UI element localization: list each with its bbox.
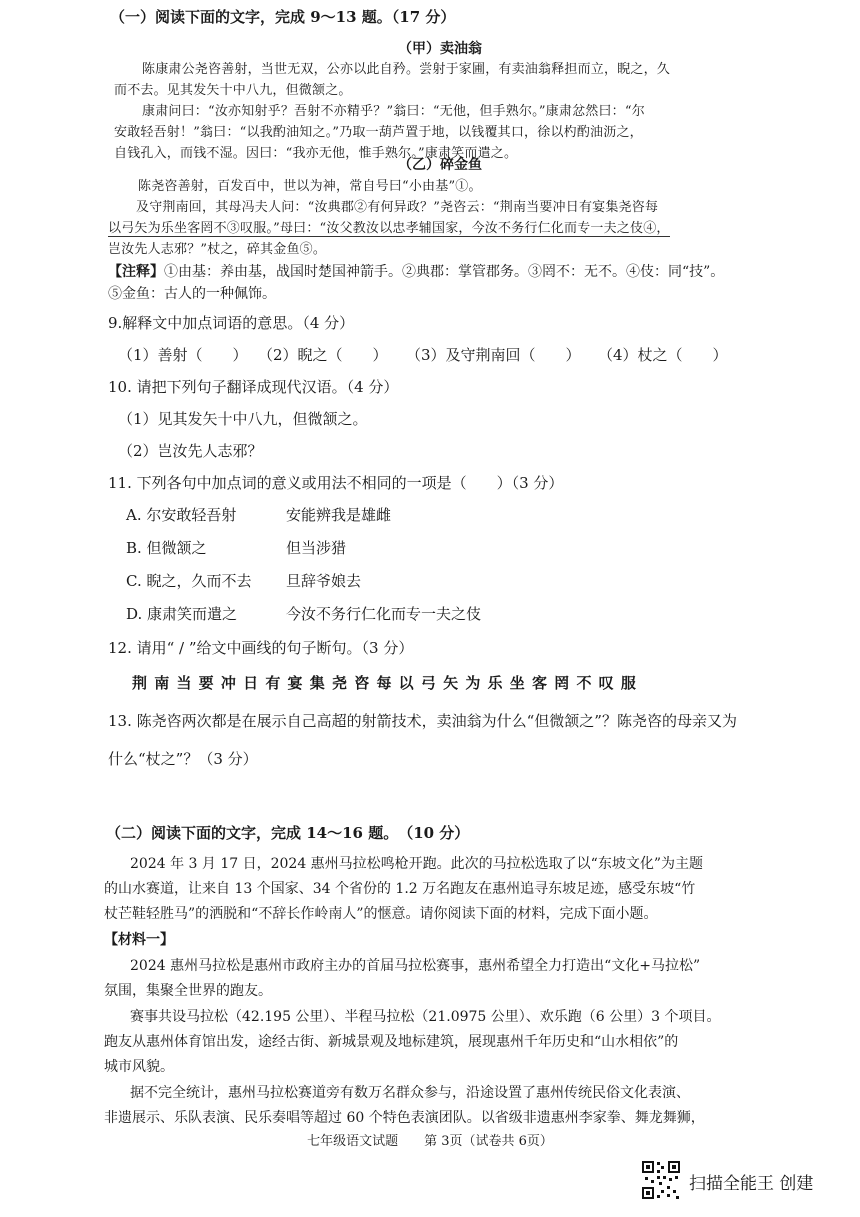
material-line: 城市风貌。 bbox=[104, 1059, 174, 1075]
q10-item: （1）见其发矢十中八九，但微颔之。 bbox=[118, 410, 368, 428]
yi-line: 陈尧咨善射，百发百中，世以为神，常自号曰“小由基”①。 bbox=[138, 179, 482, 194]
q9-item: （2）睨之（ ） bbox=[258, 346, 388, 364]
material-line: 据不完全统计，惠州马拉松赛道旁有数万名群众参与，沿途设置了惠州传统民俗文化表演、 bbox=[130, 1085, 690, 1101]
page-footer: 七年级语文试题 第 3页（试卷共 6页） bbox=[307, 1134, 553, 1149]
question-13: 13. 陈尧咨两次都是在展示自己高超的射箭技术，卖油翁为什么“但微颔之”？陈尧咨的母亲又为 bbox=[108, 712, 737, 730]
intro-line: 2024 年 3 月 17 日，2024 惠州马拉松鸣枪开跑。此次的马拉松选取了以“东坡文化”为主题 bbox=[130, 856, 703, 872]
material-line: 2024 惠州马拉松是惠州市政府主办的首届马拉松赛事，惠州希望全力打造出“文化+马拉松” bbox=[130, 958, 701, 974]
jia-line: 康肃问曰：“汝亦知射乎？吾射不亦精乎？”翁曰：“无他，但手熟尔。”康肃忿然曰：“尔 bbox=[142, 104, 645, 119]
section2-title: （二）阅读下面的文字，完成 14～16 题。 （10 分） bbox=[106, 824, 470, 842]
q11-option-label: D. 康肃笑而遣之 bbox=[126, 605, 238, 623]
question-12: 12. 请用“ / ”给文中画线的句子断句。（3 分） bbox=[108, 639, 414, 657]
q11-option-pair: 但当涉猎 bbox=[286, 539, 347, 557]
intro-line: 杖芒鞋轻胜马”的洒脱和“不辞长作岭南人”的惬意。请你阅读下面的材料，完成下面小题。 bbox=[104, 906, 658, 922]
notes bbox=[108, 261, 724, 281]
q11-option-label: A. 尔安敢轻吾射 bbox=[126, 506, 237, 524]
q11-option-pair: 今汝不务行仁化而专一夫之伎 bbox=[286, 605, 482, 623]
question-10: 10. 请把下列句子翻译成现代汉语。（4 分） bbox=[108, 378, 399, 396]
material-line: 赛事共设马拉松（42.195 公里）、半程马拉松（21.0975 公里）、欢乐跑（6 公里）3 个项目。 bbox=[130, 1009, 721, 1025]
notes-text: ⑤金鱼：古人的一种佩饰。 bbox=[108, 286, 276, 302]
q12-sentence: 荆 南 当 要 冲 日 有 宴 集 尧 咨 每 以 弓 矢 为 乐 坐 客 罔 不 叹 服 bbox=[132, 674, 637, 692]
q10-item: （2）岂汝先人志邪？ bbox=[118, 442, 263, 460]
notes-label: 【注释】 bbox=[108, 264, 164, 280]
jia-line: 而不去。见其发矢十中八九，但微颔之。 bbox=[114, 83, 352, 98]
q11-option-pair: 旦辞爷娘去 bbox=[286, 572, 362, 590]
section1-title: （一）阅读下面的文字，完成 9～13 题。（17 分） bbox=[110, 8, 456, 26]
question-9: 9.解释文中加点词语的意思。（4 分） bbox=[108, 314, 355, 332]
intro-line: 的山水赛道，让来自 13 个国家、34 个省份的 1.2 万名跑友在惠州追寻东坡足迹，感受东坡“竹 bbox=[104, 881, 696, 897]
yi-title: （乙）碎金鱼 bbox=[398, 157, 482, 173]
qr-code-icon bbox=[641, 1160, 681, 1200]
q11-option-label: C. 睨之，久而不去 bbox=[126, 572, 252, 590]
q11-option-pair: 安能辨我是雄雌 bbox=[286, 506, 392, 524]
notes-text: ①由基：养由基，战国时楚国神箭手。②典郡：掌管郡务。③罔不：无不。④伎：同“技”。 bbox=[164, 264, 725, 280]
material-line: 非遗展示、乐队表演、民乐奏唱等超过 60 个特色表演团队。以省级非遗惠州李家拳、舞龙舞狮， bbox=[104, 1110, 705, 1126]
yi-line-underlined: 以弓矢为乐坐客罔不③叹服。”母曰：“汝父教汝以忠孝辅国家，今汝不务行仁化而专一夫之伎④， bbox=[108, 217, 670, 237]
material-label: 【材料一】 bbox=[104, 932, 174, 948]
question-11: 11. 下列各句中加点词的意义或用法不相同的一项是（ ）（3 分） bbox=[108, 474, 564, 492]
jia-line: 安敢轻吾射！”翁曰：“以我酌油知之。”乃取一葫芦置于地，以钱覆其口，徐以杓酌油沥之， bbox=[114, 125, 643, 140]
material-line: 跑友从惠州体育馆出发，途经古街、新城景观及地标建筑，展现惠州千年历史和“山水相依”的 bbox=[104, 1034, 679, 1050]
q9-item: （1）善射（ ） bbox=[118, 346, 248, 364]
jia-line: 自钱孔入，而钱不湿。因曰：“我亦无他，惟手熟尔。”康肃笑而遣之。 bbox=[114, 146, 518, 161]
yi-line: 及守荆南回，其母冯夫人问：“汝典郡②有何异政？”尧咨云：“荆南当要冲日有宴集尧咨每 bbox=[136, 200, 659, 215]
q11-option-label: B. 但微颔之 bbox=[126, 539, 207, 557]
material-line: 氛围，集聚全世界的跑友。 bbox=[104, 983, 272, 999]
q9-item: （3）及守荆南回（ ） bbox=[406, 346, 581, 364]
question-13-cont: 什么“杖之”？（3 分） bbox=[108, 750, 258, 768]
scanner-watermark bbox=[641, 1160, 841, 1204]
q9-item: （4）杖之（ ） bbox=[598, 346, 728, 364]
yi-line: 岂汝先人志邪？”杖之，碎其金鱼⑤。 bbox=[108, 242, 327, 257]
jia-title: （甲）卖油翁 bbox=[398, 41, 482, 57]
scanner-text: 扫描全能王 创建 bbox=[689, 1174, 814, 1194]
jia-line: 陈康肃公尧咨善射，当世无双，公亦以此自矜。尝射于家圃，有卖油翁释担而立，睨之，久 bbox=[142, 62, 671, 77]
